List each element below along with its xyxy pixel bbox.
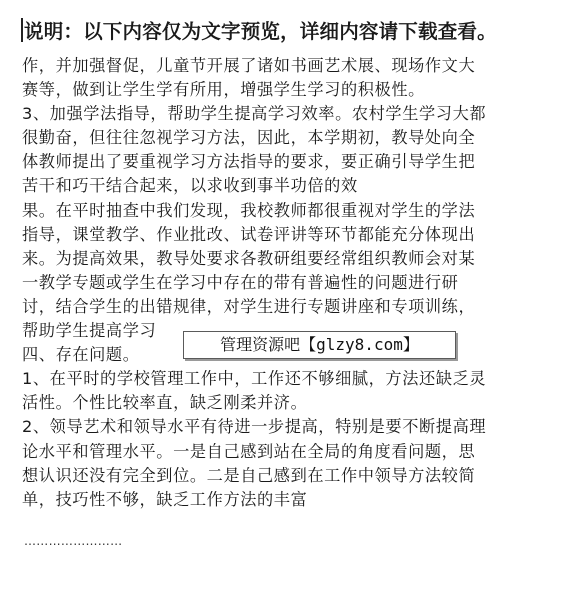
body-line: 单，技巧性不够，缺乏工作方法的丰富 <box>22 489 308 509</box>
body-line: 2、领导艺术和领导水平有待进一步提高，特别是要不断提高理 <box>22 417 487 437</box>
body-line: 来。为提高效果，教导处要求各教研组要经常组织教师会对某 <box>22 248 476 268</box>
body-line: 活性。个性比较率直，缺乏刚柔并济。 <box>22 393 308 413</box>
body-line: 体教师提出了要重视学习方法指导的要求，要正确引导学生把 <box>22 152 476 172</box>
preview-notice-header <box>21 14 573 46</box>
body-line: 苦干和巧干结合起来，以求收到事半功倍的效 <box>22 176 358 196</box>
body-line: 论水平和管理水平。一是自己感到站在全局的角度看问题，思 <box>22 441 476 461</box>
body-line: 一教学专题或学生在学习中存在的带有普遍性的问题进行研 <box>22 272 459 292</box>
site-watermark-label: 管理资源吧【glzy8.com】 <box>183 331 456 359</box>
body-line: 3、加强学法指导，帮助学生提高学习效率。农村学生学习大都 <box>22 104 487 124</box>
truncation-ellipsis: …………………… <box>24 534 123 548</box>
body-line: 指导，课堂教学、作业批改、试卷评讲等环节都能充分体现出 <box>22 224 476 244</box>
body-line: 很勤奋，但往往忽视学习方法，因此，本学期初，教导处向全 <box>22 128 476 148</box>
body-line: 1、在平时的学校管理工作中，工作还不够细腻，方法还缺乏灵 <box>22 369 487 389</box>
text-cursor <box>21 18 23 42</box>
preview-notice-text: 说明：以下内容仅为文字预览，详细内容请下载查看。 <box>24 20 497 43</box>
body-line: 想认识还没有完全到位。二是自己感到在工作中领导方法较简 <box>22 465 476 485</box>
body-line: 四、存在问题。 <box>22 345 140 365</box>
body-line: 果。在平时抽查中我们发现，我校教师都很重视对学生的学法 <box>22 200 476 220</box>
body-line: 作，并加强督促，儿童节开展了诸如书画艺术展、现场作文大 <box>22 56 476 75</box>
body-line: 赛等，做到让学生学有所用，增强学生学习的积极性。 <box>22 80 425 100</box>
document-body <box>22 54 552 512</box>
body-line: 讨，结合学生的出错规律，对学生进行专题讲座和专项训练， <box>22 296 476 316</box>
body-line: 帮助学生提高学习 <box>22 321 157 341</box>
